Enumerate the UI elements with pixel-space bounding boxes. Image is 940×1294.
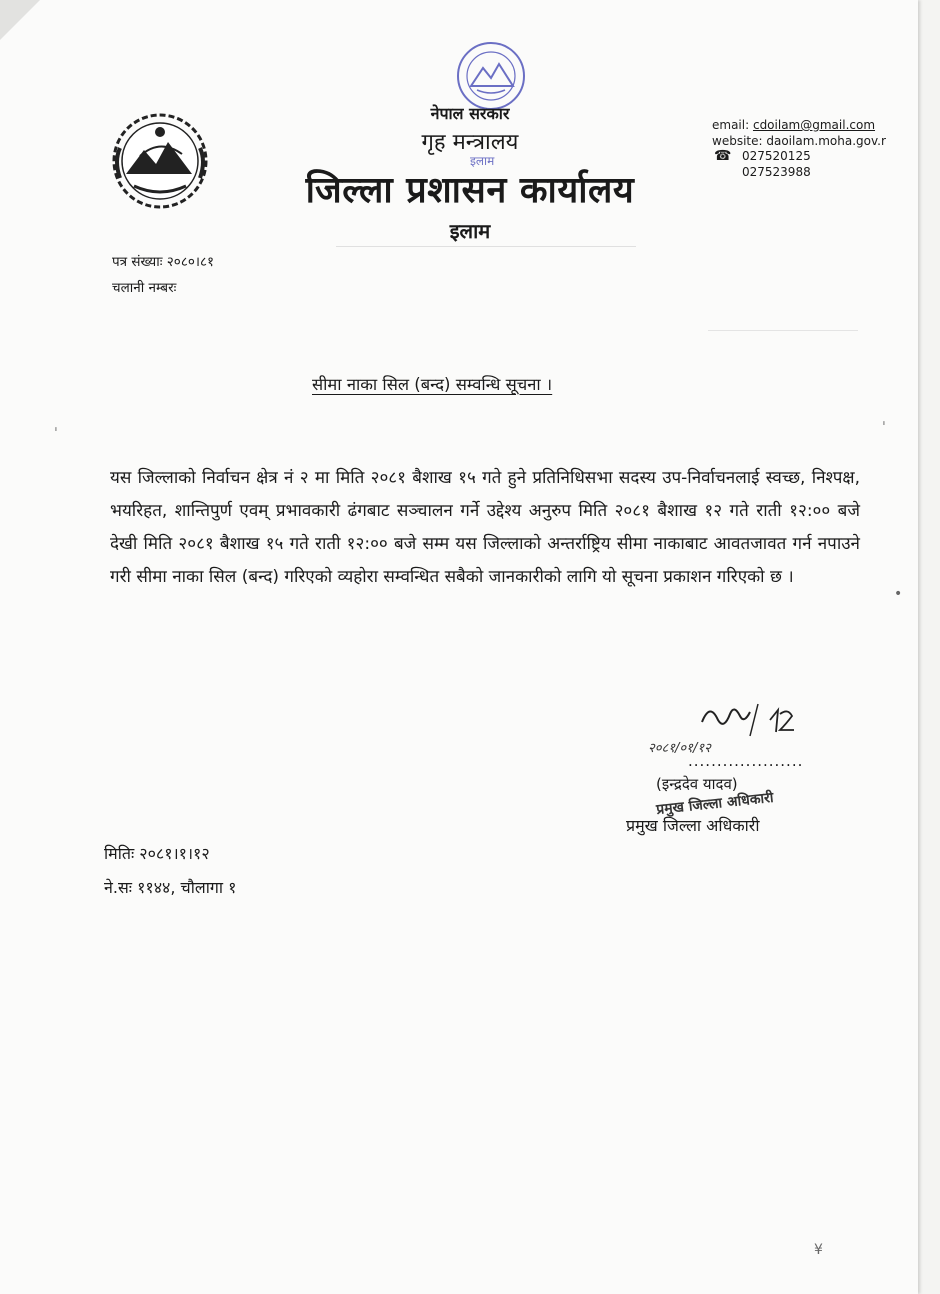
margin-mark: ˈ bbox=[54, 426, 58, 442]
signature-line: .................... bbox=[688, 752, 804, 770]
margin-mark: ˈ bbox=[882, 420, 886, 436]
signatory-name: (इन्द्रदेव यादव) bbox=[656, 775, 738, 793]
seal-district-text: इलाम bbox=[470, 154, 495, 168]
bleed-through-text bbox=[336, 246, 636, 255]
website-label: website: bbox=[712, 133, 763, 148]
ministry-name: गृह मन्त्रालय bbox=[421, 130, 519, 155]
letter-number: पत्र संख्याः २०८०।८१ bbox=[112, 254, 215, 270]
nepal-sambat-date: ने.सः ११४४, चौलागा १ bbox=[104, 878, 237, 897]
telephone-icon: ☎ bbox=[714, 148, 732, 164]
phone-number: 027523988 bbox=[742, 164, 811, 179]
office-title: जिल्ला प्रशासन कार्यालय bbox=[305, 170, 635, 211]
signature-date: २०८१/०१/१२ bbox=[648, 741, 711, 756]
signatory-title: प्रमुख जिल्ला अधिकारी bbox=[626, 816, 760, 835]
phone-number: 027520125 bbox=[742, 149, 811, 163]
margin-mark: • bbox=[894, 586, 903, 602]
signatory-stamp: प्रमुख जिल्ला अधिकारी bbox=[655, 789, 775, 819]
government-name: नेपाल सरकार bbox=[430, 104, 510, 123]
phone-row bbox=[712, 149, 886, 180]
dispatch-number: चलानी नम्बरः bbox=[112, 280, 177, 296]
website-link[interactable]: daoilam.moha.gov.r bbox=[766, 133, 886, 148]
website-row bbox=[712, 134, 886, 150]
bleed-through-text bbox=[708, 330, 858, 339]
margin-mark: ¥ bbox=[814, 1242, 823, 1258]
district-name: इलाम bbox=[449, 219, 491, 243]
notice-date: मितिः २०८१।१।१२ bbox=[104, 844, 210, 863]
notice-subject: सीमा नाका सिल (बन्द) सम्वन्धि सूचना । bbox=[312, 375, 553, 394]
email-row bbox=[712, 118, 886, 134]
contact-block bbox=[712, 118, 886, 180]
email-label: email: bbox=[712, 118, 750, 132]
page-corner-fold bbox=[0, 0, 40, 40]
email-link[interactable]: cdoilam@gmail.com bbox=[752, 118, 876, 132]
notice-body: यस जिल्लाको निर्वाचन क्षेत्र नं २ मा मिति २०८१ बैशाख १५ गते हुने प्रतिनिधिसभा सदस्य उप-निर्वाचनलाई स्वच्छ, निश्पक्ष, भयरिहत, शान्तिपुर्ण एवम् प्रभावकारी ढंगबाट सञ्चालन गर्ने उद्देश्य अनुरुप मिति २०८१ बैशाख १२ गते राती १२:०० बजे देखी मिति २०८१ बैशाख १५ गते राती १२:०० बजे सम्म यस जिल्लाको अन्तर्राष्ट्रिय सीमा नाकाबाट आवतजावत गर्न नपाउने गरी सीमा नाका सिल (बन्द) गरिएको व्यहोरा सम्वन्धित सबैको जानकारीको लागि यो सूचना प्रकाशन गरिएको छ । bbox=[110, 468, 860, 587]
